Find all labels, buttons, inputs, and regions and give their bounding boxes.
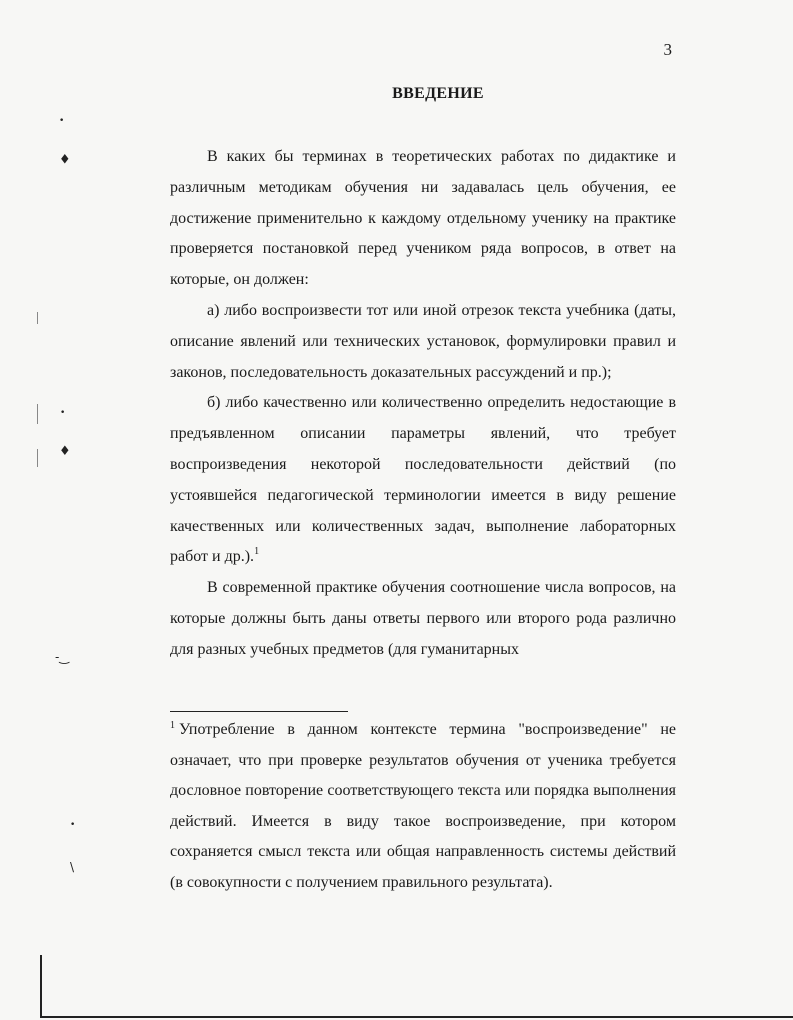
paragraph-item-b (170, 388, 676, 573)
scan-speck-2: ♦ (59, 150, 71, 165)
main-text (170, 142, 676, 666)
paragraph-item-a: а) либо воспроизвести тот или иной отрезок текста учебника (даты, описание явлений или технических установок, формулировки правил и законов, последовательность доказательных рассуждений и пр.); (170, 301, 676, 381)
scan-tick-2 (37, 404, 38, 424)
scan-speck-7: \ (70, 860, 75, 874)
scan-speck-1: • (59, 116, 65, 126)
footnote-text: Употребление в данном контексте термина "воспроизведение" не означает, что при проверке результатов обучения от ученика требуется дословное повторение соответствующего текста или порядка выполнения действий. Имеется в виду такое воспроизведение, при котором сохраняется смысл текста или общая направленность системы действий (в совокупности с получением правильного результата). (170, 721, 676, 891)
paragraph-practice: В современной практике обучения соотношение числа вопросов, на которые должны быть даны ответы первого или второго рода различно для разных учебных предметов (для гуманитарных (170, 579, 676, 658)
footnote-divider (170, 711, 348, 712)
scan-margin-line (40, 955, 42, 1017)
footnote-marker: 1 (170, 720, 175, 731)
page-number: 3 (663, 40, 672, 59)
scan-tick-3 (37, 449, 38, 467)
paragraph-intro: В каких бы терминах в теоретических работах по дидактике и различным методикам обучения ни задавалась цель обучения, ее достижение применительно к каждому отдельному ученику на практике проверяется постановкой перед учеником ряда вопросов, в ответ на которые, он должен: (170, 148, 676, 289)
scan-tick-1 (37, 312, 38, 324)
scan-speck-6: • (70, 820, 76, 830)
scan-speck-5: -‿ (55, 650, 69, 664)
footnote-reference: 1 (254, 546, 260, 558)
scan-speck-3: • (60, 408, 66, 418)
scan-speck-4: ♦ (59, 444, 71, 459)
page-title: ВВЕДЕНИЕ (392, 85, 484, 102)
paragraph-item-b-text: б) либо качественно или количественно определить недостающие в предъявленном описании параметры явлений, что требует воспроизведения некоторой последовательности действий (по устоявшейся педагогической терминологии имеется в виду решение качественных или количественных задач, выполнение лабораторных работ и др.). (170, 394, 676, 566)
footnote (170, 715, 676, 899)
scan-bottom-edge (40, 1016, 793, 1018)
